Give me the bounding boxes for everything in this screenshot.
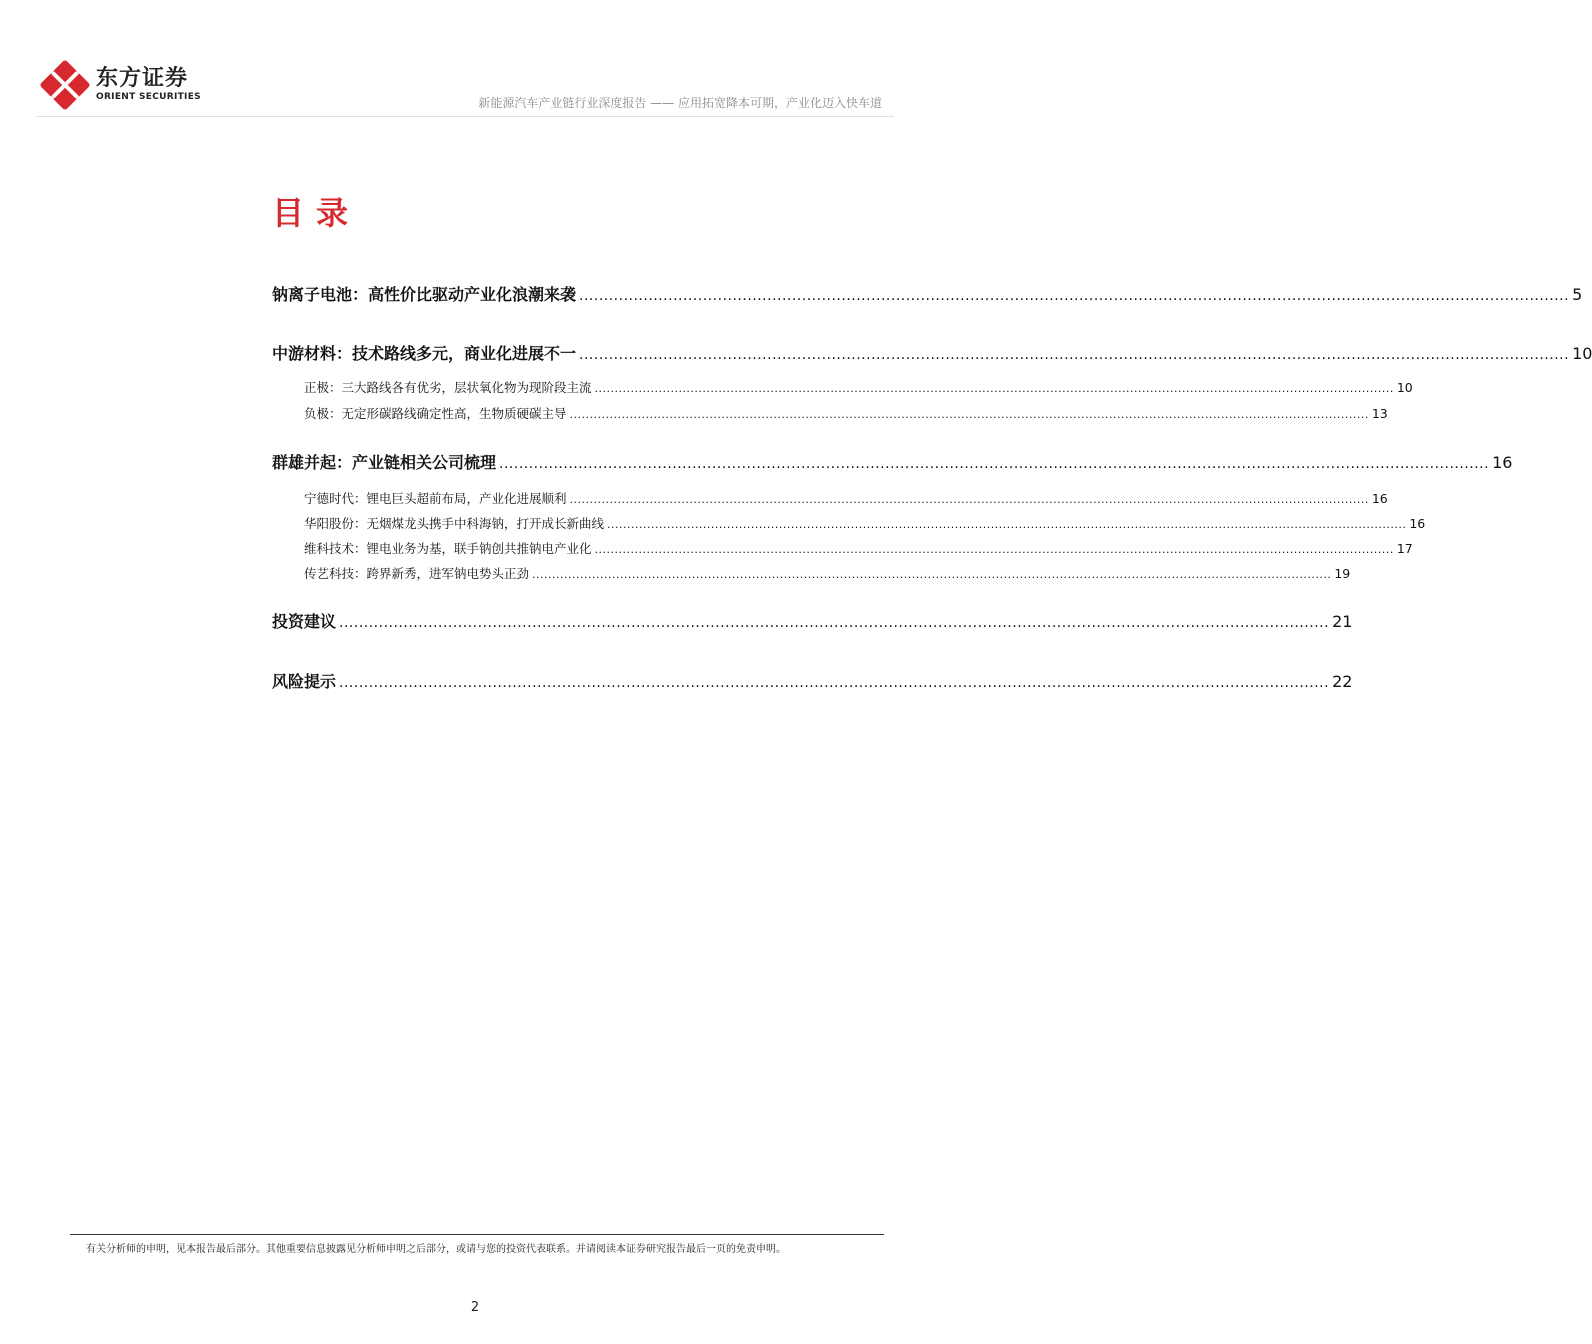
toc-dot-leader: ........................................................................................................................................................................................................ <box>532 568 1332 581</box>
toc-entry-title: 投资建议 <box>272 612 337 631</box>
toc-heading: 目录 <box>272 194 361 232</box>
logo-english-name: ORIENT SECURITIES <box>96 92 201 102</box>
toc-entry-title: 维科技术：锂电业务为基，联手钠创共推钠电产业化 <box>304 541 592 556</box>
toc-dot-leader: ........................................................................................................................................................................................................ <box>607 518 1407 531</box>
toc-dot-leader: ........................................................................................................................................................................................................ <box>499 456 1490 472</box>
toc-section-link[interactable] <box>272 609 1353 632</box>
toc-dot-leader: ........................................................................................................................................................................................................ <box>594 382 1394 395</box>
toc-subsection-link[interactable] <box>304 514 1426 532</box>
toc-entry-title: 群雄并起：产业链相关公司梳理 <box>272 453 497 472</box>
toc-section-link[interactable] <box>272 669 1353 692</box>
toc-section-link[interactable] <box>272 341 1592 364</box>
page-number: 2 <box>470 1300 480 1315</box>
toc-entry-title: 负极：无定形碳路线确定性高，生物质硬碳主导 <box>304 406 567 421</box>
toc-entry-page: 19 <box>1334 566 1351 581</box>
toc-subsection-link[interactable] <box>304 404 1388 422</box>
toc-entry-title: 正极：三大路线各有优劣，层状氧化物为现阶段主流 <box>304 380 592 395</box>
toc-entry-title: 中游材料：技术路线多元，商业化进展不一 <box>272 344 577 363</box>
footer-disclaimer: 有关分析师的申明，见本报告最后部分。其他重要信息披露见分析师申明之后部分，或请与您的投资代表联系。并请阅读本证券研究报告最后一页的免责申明。 <box>86 1244 786 1255</box>
toc-section-link[interactable] <box>272 282 1583 305</box>
toc-entry-title: 钠离子电池：高性价比驱动产业化浪潮来袭 <box>272 285 577 304</box>
toc-subsection-link[interactable] <box>304 489 1388 507</box>
toc-entry-page: 10 <box>1572 344 1592 363</box>
toc-entry-page: 16 <box>1492 453 1513 472</box>
toc-entry-page: 21 <box>1332 612 1353 631</box>
toc-subsection-link[interactable] <box>304 378 1413 396</box>
toc-dot-leader: ........................................................................................................................................................................................................ <box>594 543 1394 556</box>
header-divider <box>36 116 894 117</box>
toc-entry-page: 10 <box>1396 380 1413 395</box>
report-title: 新能源汽车产业链行业深度报告 —— 应用拓宽降本可期，产业化迈入快车道 <box>478 96 882 110</box>
footer-divider <box>70 1234 884 1235</box>
toc-entry-page: 16 <box>1409 516 1426 531</box>
toc-dot-leader: ........................................................................................................................................................................................................ <box>579 347 1570 363</box>
toc-section-link[interactable] <box>272 450 1513 473</box>
toc-dot-leader: ........................................................................................................................................................................................................ <box>339 675 1330 691</box>
toc-entry-page: 13 <box>1371 406 1388 421</box>
toc-entry-page: 5 <box>1572 285 1583 304</box>
toc-entry-title: 风险提示 <box>272 672 337 691</box>
toc-dot-leader: ........................................................................................................................................................................................................ <box>339 615 1330 631</box>
toc-subsection-link[interactable] <box>304 539 1413 557</box>
toc-dot-leader: ........................................................................................................................................................................................................ <box>569 408 1369 421</box>
toc-entry-page: 16 <box>1371 491 1388 506</box>
toc-dot-leader: ........................................................................................................................................................................................................ <box>579 288 1570 304</box>
logo-chinese-name: 东方证券 <box>96 66 189 91</box>
toc-entry-page: 22 <box>1332 672 1353 691</box>
orient-logo-icon <box>42 62 88 108</box>
toc-entry-title: 宁德时代：锂电巨头超前布局，产业化进展顺利 <box>304 491 567 506</box>
company-logo <box>42 62 201 108</box>
toc-entry-page: 17 <box>1396 541 1413 556</box>
toc-entry-title: 华阳股份：无烟煤龙头携手中科海钠，打开成长新曲线 <box>304 516 605 531</box>
toc-dot-leader: ........................................................................................................................................................................................................ <box>569 493 1369 506</box>
toc-subsection-link[interactable] <box>304 564 1351 582</box>
toc-entry-title: 传艺科技：跨界新秀，进军钠电势头正劲 <box>304 566 530 581</box>
